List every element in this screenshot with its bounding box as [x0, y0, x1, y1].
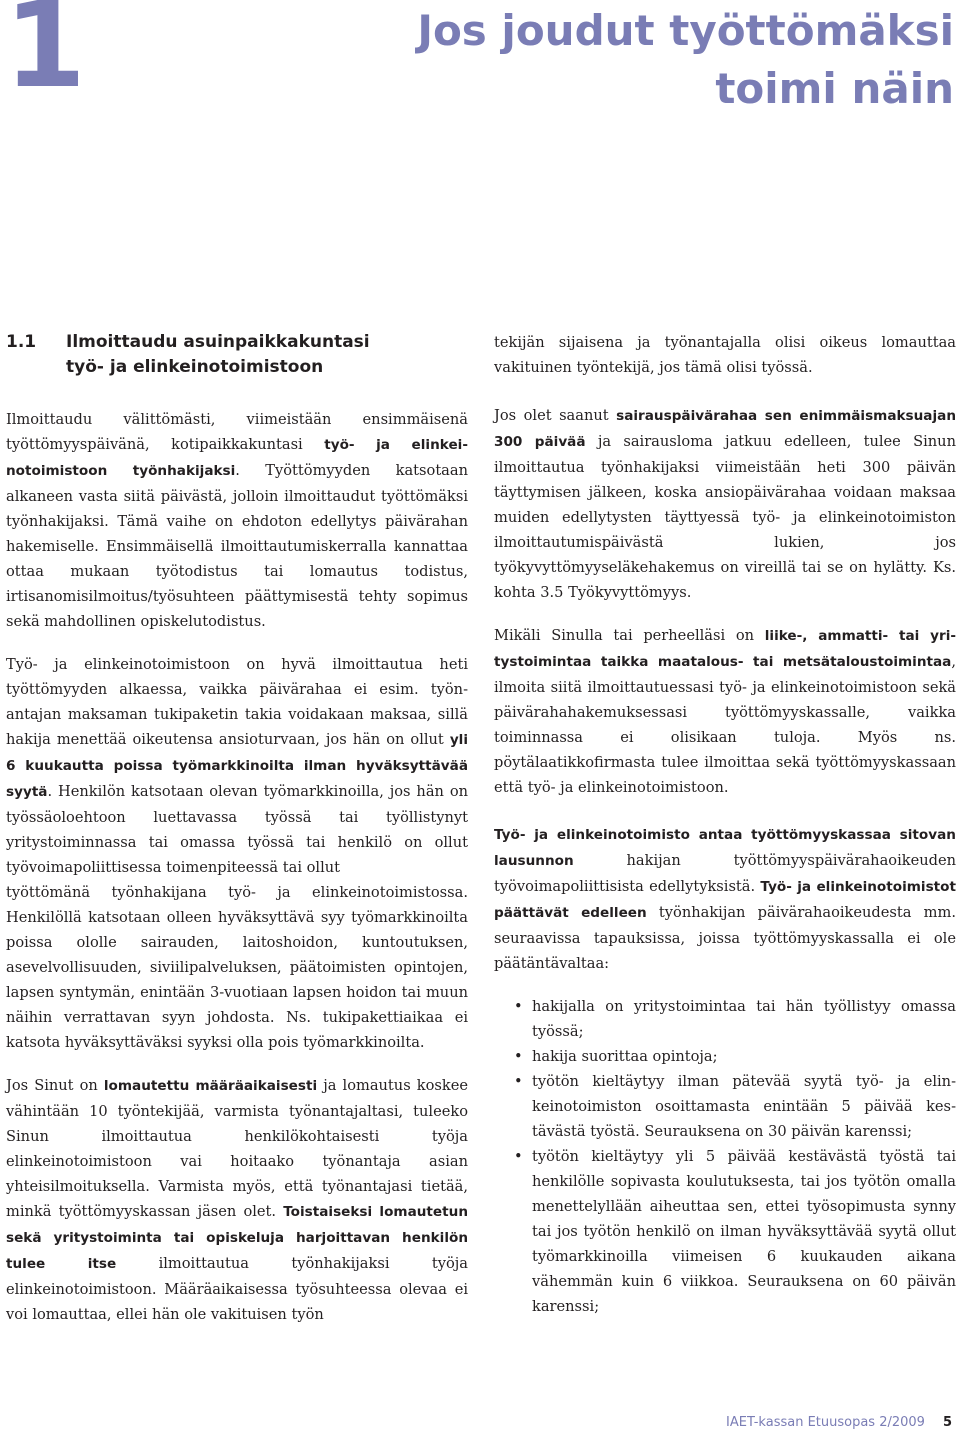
section-title-line2: työ- ja elinkeinotoimistoon [66, 357, 324, 377]
section-title [6, 330, 468, 380]
paragraph-labour-market [6, 652, 468, 1055]
paragraph-layoff [6, 1073, 468, 1327]
chapter-number: 1 [4, 0, 83, 114]
section-title-line1: Ilmoittaudu asuinpaikkakuntasi [66, 332, 370, 352]
chapter-title-line2: toimi näin [715, 64, 954, 113]
emphasis: yli 6 kuukautta poissa työmarkkinoilta ilman hyväksyttävää syytä [6, 732, 468, 800]
text: . Henkilön katsotaan olevan työmarkkinoilla, jos hän on työssäoloehtoon luettavassa työssä tai työllistynyt yritystoiminnassa tai omassa työssä tai henkilö on ollut työvoimapoliittisessa toimenpiteessä tai ollut [6, 783, 468, 876]
list-item: • työtön kieltäytyy yli 5 päivää kestävästä työstä tai henkilölle sopivasta koulutuksesta, tai jos työtön omalla menettelyllään aiheuttaa sen, ettei työsopimusta synny tai jos työtön henkilö on ilman hyväksyttävää syytä ollut työmarkkinoilla viimeisen 6 kuukauden aikana vähemmän kuin 6 viikkoa. Seurauksena on 60 päivän karenssi; [494, 1144, 956, 1319]
chapter-title [334, 2, 954, 118]
list-item: • hakijalla on yritystoimintaa tai hän työllistyy omassa työssä; [494, 994, 956, 1044]
list-item: • työtön kieltäytyy ilman pätevää syytä työ- ja elinkeinotoimiston osoittamasta enintään 5 päivää kestävästä työstä. Seurauksena on 30 päivän karenssi; [494, 1069, 956, 1144]
text: ja sairausloma jatkuu edelleen, tulee Sinun ilmoittautua työnhakijaksi viimeistään heti 300 päivän täyttymisen jälkeen, koska ansiopäivärahaa voidaan maksaa muiden edellytysten täyttyessä työ- ja elinkeinotoimiston ilmoittautumispäivästä lukien, jos työkyvyttömyyseläkehakemus on vireillä tai se on hylätty. Ks. kohta 3.5 Työkyvyttömyys. [494, 433, 956, 601]
emphasis: Työ- ja elinkeinotoimisto antaa työttömyyskassaa sitovan lausunnon [494, 827, 956, 869]
text: Ilmoittaudu välittömästi, viimeistään ensimmäisenä työttömyyspäivänä, kotipaikkakuntasi [6, 411, 468, 453]
list-item: • hakija suorittaa opintoja; [494, 1044, 956, 1069]
paragraph-statement [494, 822, 956, 976]
emphasis: lomautettu määräaikaisesti [103, 1078, 318, 1094]
decision-list [494, 994, 956, 1319]
text: . Työttömyyden katsotaan alkaneen vasta siitä päivästä, jolloin ilmoittaudut työttömäksi työnhakijaksi. Tämä vaihe on ehdoton edellytys päivärahan hakemiselle. Ensimmäisellä ilmoittautumiskerralla kannattaa ottaa mukaan työtodistus tai lomautus todistus, irtisanomisilmoitus/työsuhteen päättymisestä tehty sopimus sekä mahdollinen opiskelutodistus. [6, 462, 468, 630]
emphasis: liike-, ammatti- tai yritystoimintaa taikka maatalous- tai metsätaloustoimintaa [494, 628, 957, 670]
text: Jos olet saanut [494, 407, 617, 424]
right-column [494, 330, 956, 1319]
text: työttömänä työnhakijana työ- ja elinkeinotoimistossa. Henkilöllä katsotaan olleen hyväksyttävä syy työmarkkinoilta poissa ololle sairauden, laitoshoidon, kuntoutuksen, asevelvollisuuden, siviilipalveluksen, päätoimisten opintojen, lapsen syntymän, enintään 3-vuotiaan lapsen hoidon tai muun näihin verrattavan syyn johdosta. Ns. tukipakettiaikaa ei katsota hyväksyttäväksi syyksi olla pois työmarkkinoilta. [6, 884, 468, 1051]
chapter-title-line1: Jos joudut työttömäksi [417, 6, 954, 55]
text: Mikäli Sinulla tai perheelläsi on [494, 627, 765, 644]
emphasis: työ- ja elinkeinotoimistoon työnhakijaksi [6, 437, 468, 479]
paragraph-business [494, 623, 956, 800]
section-number: 1.1 [6, 332, 37, 352]
text: ilmoittautua työnhakijaksi työja elinkeinotoimistoon. Määräaikaisessa työsuhteessa olevaa ei voi lomauttaa, ellei hän ole vakituisen työn [6, 1255, 468, 1323]
left-column [6, 330, 468, 1345]
text: Jos Sinut on [6, 1077, 104, 1094]
text: ja lomautus koskee vähintään 10 työntekijää, varmista työnantajaltasi, tuleeko Sinun ilmoittautua henkilökohtaisesti työja elinkeinotoimistoon vai hoitaako työnantaja asian yhteisilmoituksella. Varmista myös, että työnantajasi tietää, minkä työttömyyskassan jäsen olet. [6, 1077, 468, 1220]
paragraph-sickness-allowance [494, 403, 956, 605]
text: työnhakijan päivärahaoikeudesta mm. seuraavissa tapauksissa, joissa työttömyyskassalla ei ole päätäntävaltaa: [494, 904, 956, 972]
emphasis: Työ- ja elinkeinotoimistot päättävät edelleen [494, 879, 956, 921]
paragraph-register [6, 407, 468, 634]
text: , ilmoita siitä ilmoittautuessasi työ- ja elinkeinotoimistoon sekä päivärahahakemuksessasi työttömyyskassalle, vaikka toiminnassa ei olisikaan tuloja. Myös ns. pöytälaatikkofirmasta tulee ilmoittaa sekä työttömyyskassaan että työ- ja elinkeinotoimistoon. [494, 653, 956, 796]
paragraph-continuation: tekijän sijaisena ja työnantajalla olisi oikeus lomauttaa vakituinen työntekijä, jos tämä olisi työssä. [494, 334, 956, 376]
text: Työ- ja elinkeinotoimistoon on hyvä ilmoittautua heti työttömyyden alkaessa, vaikka päivärahaa ei esim. työnantajan maksaman tukipaketin takia voidakaan maksaa, sillä hakija menettää oikeutensa ansioturvaan, jos hän on ollut [6, 656, 468, 748]
page-footer [726, 1414, 952, 1432]
emphasis: sairauspäivärahaa sen enimmäismaksuajan 300 päivää [494, 408, 956, 450]
page-number: 5 [942, 1415, 952, 1430]
emphasis: Toistaiseksi lomautetun sekä yritystoiminta tai opiskeluja harjoittavan henkilön tulee itse [6, 1204, 468, 1272]
text: hakijan työttömyyspäivärahaoikeuden työvoimapoliittisista edellytyksistä. [494, 852, 956, 895]
publication-name: IAET-kassan Etuusopas 2/2009 [726, 1415, 925, 1430]
